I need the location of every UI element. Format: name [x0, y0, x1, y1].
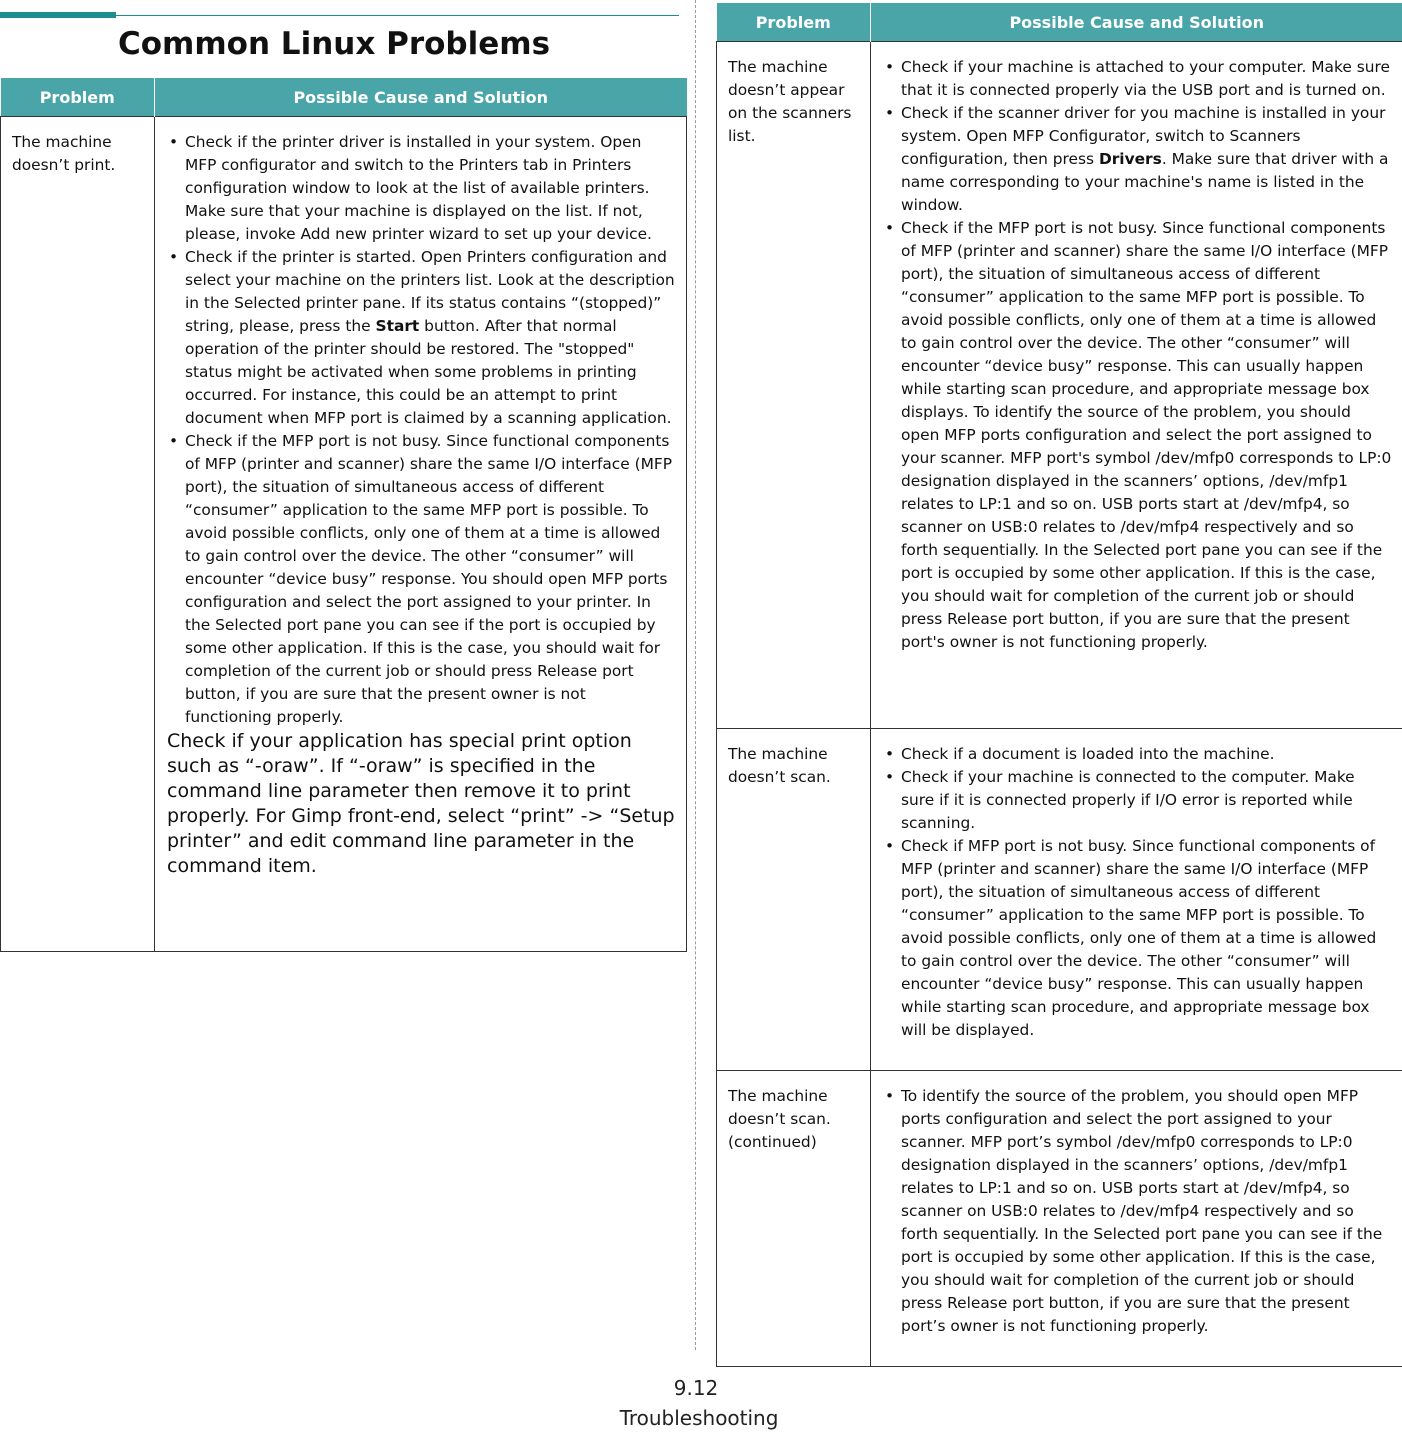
- solution-cell: [871, 42, 1402, 729]
- solution-cell: [871, 729, 1402, 1071]
- solution-cell: [155, 117, 687, 952]
- list-item: • Check if the printer driver is installed in your system. Open MFP configurator and switch to the Printers tab in Printers configuration window to look at the list of available printers. Make sure that your machine is displayed on the list. If not, please, invoke Add new printer wizard to set up your device.: [167, 131, 676, 246]
- list-item: • Check if your machine is connected to the computer. Make sure if it is connected properly if I/O error is reported while scanning.: [883, 766, 1392, 835]
- table-row: [1, 117, 687, 952]
- header-accent-bar: [0, 12, 116, 18]
- table-row: [717, 729, 1402, 1071]
- start-button-label: Start: [375, 317, 420, 335]
- problem-cell: The machine doesn’t scan.: [717, 729, 871, 1071]
- solution-list: [167, 131, 676, 729]
- problem-cell: The machine doesn’t appear on the scanners list.: [717, 42, 871, 729]
- table-row: [717, 1071, 1402, 1367]
- column-divider: [695, 0, 696, 1350]
- chapter-label: Troubleshooting: [619, 1406, 779, 1430]
- list-item: • To identify the source of the problem, you should open MFP ports configuration and select the port assigned to your scanner. MFP port’s symbol /dev/mfp0 corresponds to LP:0 designation displayed in the scanners’ options, /dev/mfp1 relates to LP:1 and so on. USB ports start at /dev/mfp4, so scanner on USB:0 relates to /dev/mfp4 respectively and so forth sequentially. In the Selected port pane you can see if the port is occupied by some other application. If this is the case, you should wait for completion of the current job or should press Release port button, if you are sure that the present port’s owner is not functioning properly.: [883, 1085, 1392, 1338]
- page-number: 9.12: [673, 1376, 719, 1400]
- problem-column-header: Problem: [717, 3, 871, 42]
- problem-cell: The machine doesn’t scan. (continued): [717, 1071, 871, 1367]
- header-rule: [116, 15, 679, 16]
- problem-cell: The machine doesn’t print.: [1, 117, 155, 952]
- oraw-note: Check if your application has special print option such as “-oraw”. If “-oraw” is specified in the command line parameter then remove it to print properly. For Gimp front-end, select “print” -> “Setup printer” and edit command line parameter in the command item.: [167, 730, 675, 877]
- solution-list: [883, 56, 1392, 654]
- solution-list: [883, 743, 1392, 1042]
- right-troubleshooting-table: [716, 3, 1402, 1367]
- list-item: • Check if MFP port is not busy. Since functional components of MFP (printer and scanner) share the same I/O interface (MFP port), the situation of simultaneous access of different “consumer” application to the same MFP port is possible. To avoid possible conflicts, only one of them at a time is allowed to gain control over the device. The other “consumer” will encounter “device busy” response. This can usually happen while starting scan procedure, and appropriate message box will be displayed.: [883, 835, 1392, 1042]
- list-item: • Check if the MFP port is not busy. Since functional components of MFP (printer and scanner) share the same I/O interface (MFP port), the situation of simultaneous access of different “consumer” application to the same MFP port is possible. To avoid possible conflicts, only one of them at a time is allowed to gain control over the device. The other “consumer” will encounter “device busy” response. You should open MFP ports configuration and select the port assigned to your printer. In the Selected port pane you can see if the port is occupied by some other application. If this is the case, you should wait for completion of the current job or should press Release port button, if you are sure that the present owner is not functioning properly.: [167, 430, 676, 729]
- solution-column-header: Possible Cause and Solution: [155, 78, 687, 117]
- list-item: • Check if a document is loaded into the machine.: [883, 743, 1392, 766]
- list-item: • Check if your machine is attached to your computer. Make sure that it is connected properly via the USB port and is turned on.: [883, 56, 1392, 102]
- problem-column-header: Problem: [1, 78, 155, 117]
- table-row: [717, 42, 1402, 729]
- solution-list: [883, 1085, 1392, 1338]
- list-item: • Check if the MFP port is not busy. Since functional components of MFP (printer and scanner) share the same I/O interface (MFP port), the situation of simultaneous access of different “consumer” application to the same MFP port is possible. To avoid possible conflicts, only one of them at a time is allowed to gain control over the device. The other “consumer” will encounter “device busy” response. This can usually happen while starting scan procedure, and appropriate message box displays. To identify the source of the problem, you should open MFP ports configuration and select the port assigned to your scanner. MFP port's symbol /dev/mfp0 corresponds to LP:0 designation displayed in the scanners’ options, /dev/mfp1 relates to LP:1 and so on. USB ports start at /dev/mfp4, so scanner on USB:0 relates to /dev/mfp4 respectively and so forth sequentially. In the Selected port pane you can see if the port is occupied by some other application. If this is the case, you should wait for completion of the current job or should press Release port button, if you are sure that the present port's owner is not functioning properly.: [883, 217, 1392, 654]
- drivers-button-label: Drivers: [1098, 150, 1162, 168]
- solution-cell: [871, 1071, 1402, 1367]
- list-item: • Check if the printer is started. Open Printers configuration and select your machine on the printers list. Look at the description in the Selected printer pane. If its status contains “(stopped)” string, please, press the Start button. After that normal operation of the printer should be restored. The "stopped" status might be activated when some problems in printing occurred. For instance, this could be an attempt to print document when MFP port is claimed by a scanning application.: [167, 246, 676, 430]
- solution-column-header: Possible Cause and Solution: [871, 3, 1402, 42]
- left-troubleshooting-table: [0, 78, 687, 952]
- list-item: • Check if the scanner driver for you machine is installed in your system. Open MFP Configurator, switch to Scanners configuration, then press Drivers. Make sure that driver with a name corresponding to your machine's name is listed in the window.: [883, 102, 1392, 217]
- section-title: Common Linux Problems: [118, 26, 551, 62]
